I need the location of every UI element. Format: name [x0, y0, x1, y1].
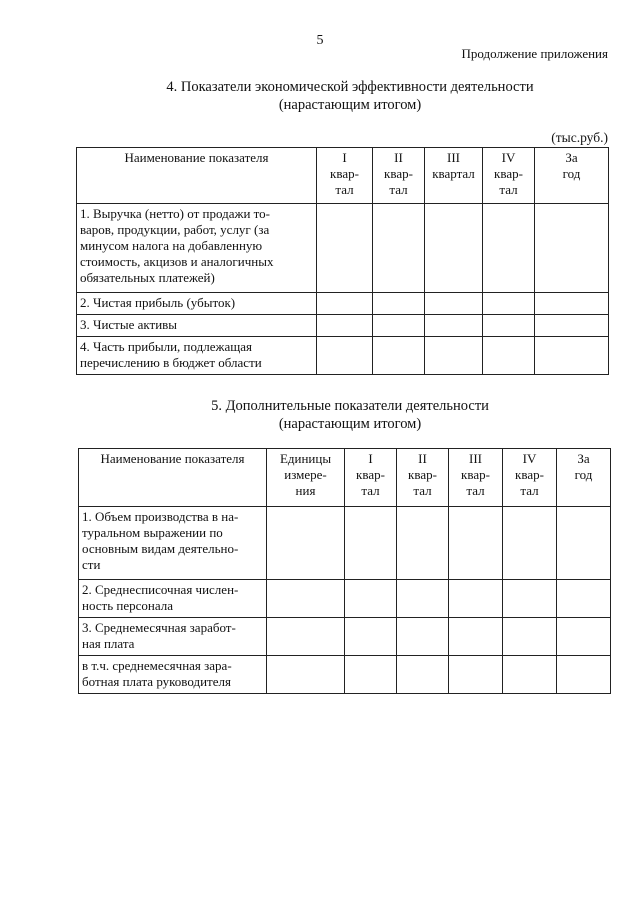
section-4-title — [0, 78, 640, 114]
table-cell[interactable] — [317, 204, 373, 293]
table-cell[interactable] — [483, 293, 535, 315]
table-cell[interactable] — [267, 580, 345, 618]
table-cell[interactable] — [425, 204, 483, 293]
header-year: За год — [557, 449, 611, 507]
row-label: 2. Среднесписочная числен- ность персонала — [79, 580, 267, 618]
table-row — [79, 656, 611, 694]
table-cell[interactable] — [267, 507, 345, 580]
table-cell[interactable] — [425, 315, 483, 337]
table-cell[interactable] — [267, 618, 345, 656]
table-cell[interactable] — [483, 315, 535, 337]
table-cell[interactable] — [557, 580, 611, 618]
header-year: За год — [535, 148, 609, 204]
section-4-title-line1: 4. Показатели экономической эффективности деятельности — [166, 79, 534, 95]
row-label: 2. Чистая прибыль (убыток) — [77, 293, 317, 315]
table-cell[interactable] — [345, 507, 397, 580]
header-quarter-1: I квар- тал — [345, 449, 397, 507]
table-cell[interactable] — [425, 337, 483, 375]
table-cell[interactable] — [425, 293, 483, 315]
table-cell[interactable] — [449, 580, 503, 618]
table-cell[interactable] — [449, 507, 503, 580]
table-header-row — [77, 148, 609, 204]
table-cell[interactable] — [373, 293, 425, 315]
table-row — [77, 293, 609, 315]
row-label: 4. Часть прибыли, подлежащая перечислению в бюджет области — [77, 337, 317, 375]
units-label: (тыс.руб.) — [551, 130, 608, 145]
table-cell[interactable] — [267, 656, 345, 694]
page-number: 5 — [316, 33, 324, 48]
table-cell[interactable] — [397, 507, 449, 580]
table-cell[interactable] — [373, 204, 425, 293]
table-cell[interactable] — [557, 507, 611, 580]
table-cell[interactable] — [373, 337, 425, 375]
header-indicator-name: Наименование показателя — [77, 148, 317, 204]
table-cell[interactable] — [535, 293, 609, 315]
table-cell[interactable] — [345, 580, 397, 618]
table-row — [77, 337, 609, 375]
table-row — [79, 618, 611, 656]
header-units-of-measure: Единицы измере- ния — [267, 449, 345, 507]
table-cell[interactable] — [483, 337, 535, 375]
section-4-title-line2: (нарастающим итогом) — [278, 97, 422, 113]
header-quarter-3: III квар- тал — [449, 449, 503, 507]
table-row — [77, 204, 609, 293]
header-quarter-2: II квар- тал — [373, 148, 425, 204]
section-5-title-line2: (нарастающим итогом) — [278, 416, 422, 432]
row-label: 3. Чистые активы — [77, 315, 317, 337]
row-label: 1. Объем производства в на- туральном выражении по основным видам деятельно- сти — [79, 507, 267, 580]
table-cell[interactable] — [317, 293, 373, 315]
header-indicator-name: Наименование показателя — [79, 449, 267, 507]
table-cell[interactable] — [373, 315, 425, 337]
table-cell[interactable] — [557, 656, 611, 694]
additional-indicators-table — [78, 448, 611, 694]
header-quarter-4: IV квар- тал — [503, 449, 557, 507]
table-cell[interactable] — [345, 618, 397, 656]
table-cell[interactable] — [397, 580, 449, 618]
economic-efficiency-table — [76, 147, 609, 375]
table-cell[interactable] — [345, 656, 397, 694]
table-cell[interactable] — [317, 337, 373, 375]
table-cell[interactable] — [503, 580, 557, 618]
row-label: в т.ч. среднемесячная зара- ботная плата руководителя — [79, 656, 267, 694]
table-row — [77, 315, 609, 337]
table-row — [79, 580, 611, 618]
continuation-note: Продолжение приложения — [461, 46, 608, 61]
table-cell[interactable] — [535, 315, 609, 337]
table-cell[interactable] — [397, 618, 449, 656]
table-cell[interactable] — [317, 315, 373, 337]
table-cell[interactable] — [535, 337, 609, 375]
header-quarter-2: II квар- тал — [397, 449, 449, 507]
header-quarter-4: IV квар- тал — [483, 148, 535, 204]
table-cell[interactable] — [503, 618, 557, 656]
table-cell[interactable] — [557, 618, 611, 656]
section-5-title-line1: 5. Дополнительные показатели деятельности — [211, 398, 489, 414]
table-header-row — [79, 449, 611, 507]
table-row — [79, 507, 611, 580]
table-cell[interactable] — [449, 656, 503, 694]
header-quarter-1: I квар- тал — [317, 148, 373, 204]
table-cell[interactable] — [503, 507, 557, 580]
row-label: 3. Среднемесячная заработ- ная плата — [79, 618, 267, 656]
header-quarter-3: III квартал — [425, 148, 483, 204]
table-cell[interactable] — [449, 618, 503, 656]
table-cell[interactable] — [397, 656, 449, 694]
table-cell[interactable] — [535, 204, 609, 293]
table-cell[interactable] — [503, 656, 557, 694]
table-cell[interactable] — [483, 204, 535, 293]
row-label: 1. Выручка (нетто) от продажи то- варов, продукции, работ, услуг (за минусом налога на добавленную стоимость, акцизов и аналогичных обязательных платежей) — [77, 204, 317, 293]
section-5-title — [0, 397, 640, 433]
